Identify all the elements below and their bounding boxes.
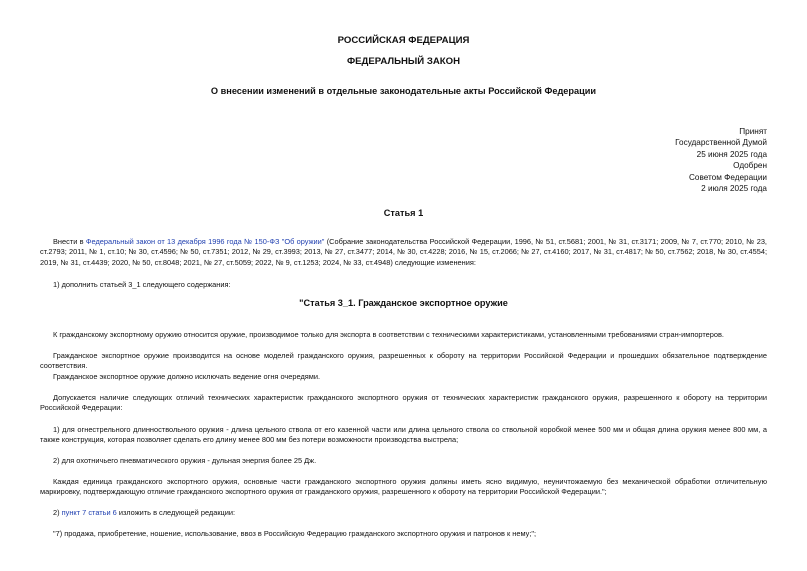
paragraph: 1) для огнестрельного длинноствольного оружия - длина цельного ствола от его казенной части или длина цельного ствола со ствольной коробкой менее 500 мм и общая длина оружия менее 800 мм, а также конструкция, которая позволяет сделать его длину менее 800 мм без потери возможности производства выстрела; xyxy=(40,425,767,445)
item-1-paragraph: 1) дополнить статьей 3_1 следующего содержания: xyxy=(53,280,231,289)
paragraph: "7) продажа, приобретение, ношение, использование, ввоз в Российскую Федерацию гражданского экспортного оружия и патронов к нему;"; xyxy=(53,529,537,538)
item2-prefix: 2) xyxy=(53,508,62,517)
adoption-line: 25 июня 2025 года xyxy=(696,149,767,159)
paragraph: Гражданское экспортное оружие должно исключать ведение огня очередями. xyxy=(53,372,321,381)
item-2-paragraph xyxy=(40,508,767,518)
paragraph: Гражданское экспортное оружие производится на основе моделей гражданского оружия, разрешенных к обороту на территории Российской Федерации и прошедших обязательное подтверждение соответствия. xyxy=(40,351,767,371)
law-type-heading: ФЕДЕРАЛЬНЫЙ ЗАКОН xyxy=(346,56,461,67)
paragraph: Каждая единица гражданского экспортного оружия, основные части гражданского экспортного оружия должны иметь ясно видимую, неуничтожаемую без механической обработки отличительную маркировку, подтверждающую отличие гражданского экспортного оружия от гражданского оружия, разрешенного к обороту на территории Российской Федерации."; xyxy=(40,477,767,497)
adoption-line: 2 июля 2025 года xyxy=(701,184,767,194)
intro-prefix: Внести в xyxy=(53,237,86,246)
paragraph: 2) для охотничьего пневматического оружия - дульная энергия более 25 Дж. xyxy=(53,456,317,465)
adoption-line: Советом Федерации xyxy=(689,172,767,182)
item2-suffix: изложить в следующей редакции: xyxy=(116,508,236,517)
law-title: О внесении изменений в отдельные законодательные акты Российской Федерации xyxy=(210,86,597,96)
document-page xyxy=(40,0,767,571)
intro-suffix: (Собрание законодательства Российской Федерации, 1996, № 51, ст.5681; 2001, № 31, ст.3171; 2009, № 7, ст.770; 2010, № 23, ст.2793; 2011, № 1, ст.10; № 30, ст.4596; № 50, ст.7351; 2012, № 29, ст.3993; 2013, № 27, ст.3477; 2014, № 30, ст.4228; 2016, № 15, ст.2066; № 27, ст.4160; 2017, № 31, ст.4817; № 50, ст.7562; 2018, № 30, ст.4554; 2019, № 31, ст.4439; 2020, № 50, ст.8048; 2021, № 27, ст.5059; 2022, № 9, ст.1253; 2024, № 33, ст.4948) следующие изменения: xyxy=(40,237,767,267)
adoption-block xyxy=(567,126,767,194)
adoption-line: Государственной Думой xyxy=(675,138,767,148)
article-heading: Статья 1 xyxy=(383,208,424,218)
federation-heading: РОССИЙСКАЯ ФЕДЕРАЦИЯ xyxy=(337,35,470,46)
paragraph: К гражданскому экспортному оружию относится оружие, производимое только для экспорта в соответствии с техническими характеристиками, установленными требованиями стран-импортеров. xyxy=(53,330,724,339)
paragraph: Допускается наличие следующих отличий технических характеристик гражданского экспортного оружия от технических характеристик гражданского оружия, разрешенного к обороту на территории Российской Федерации: xyxy=(40,393,767,413)
article-6-item-7-link[interactable]: пункт 7 статьи 6 xyxy=(61,508,117,517)
adoption-line: Одобрен xyxy=(733,161,767,171)
adoption-line: Принят xyxy=(739,127,767,136)
law-150-fz-link[interactable]: Федеральный закон от 13 декабря 1996 года № 150-ФЗ "Об оружии" xyxy=(85,237,325,246)
sub-article-heading: "Статья 3_1. Гражданское экспортное оружие xyxy=(299,298,508,308)
article-intro-paragraph xyxy=(40,237,767,268)
